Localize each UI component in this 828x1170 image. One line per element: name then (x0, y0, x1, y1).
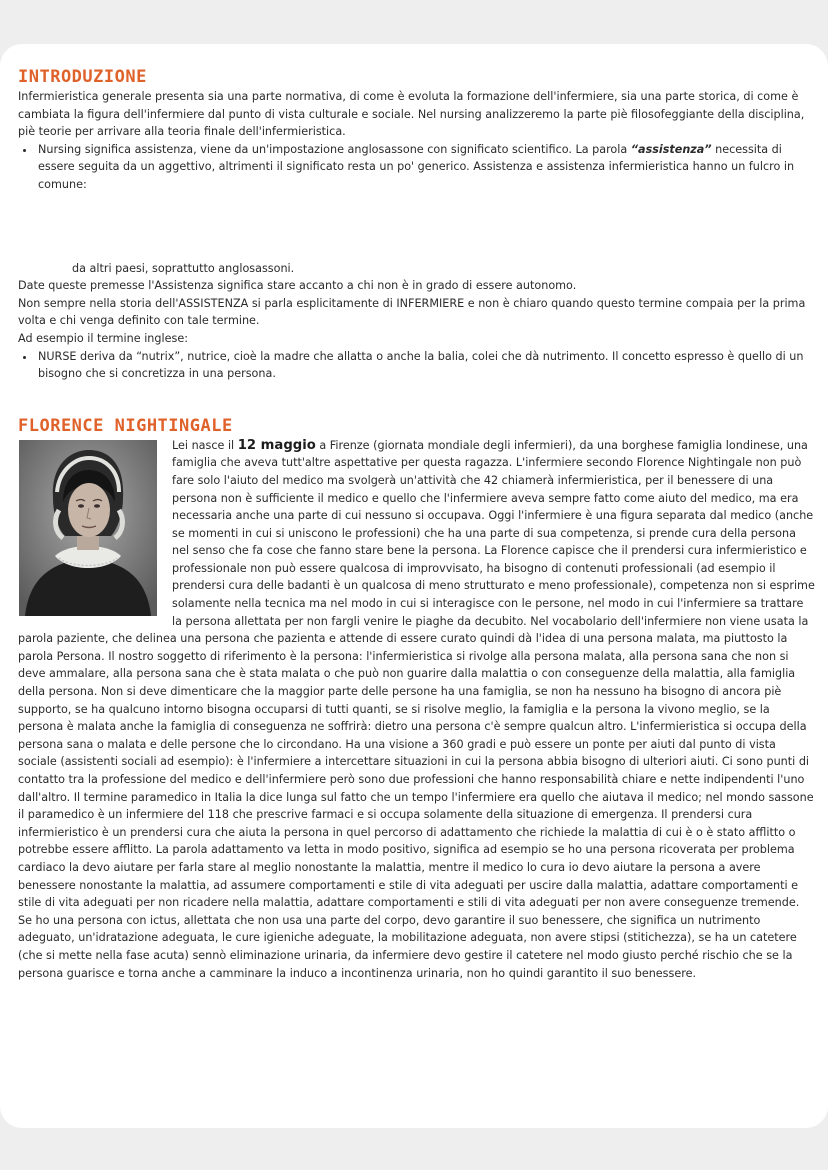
english-term-intro: Ad esempio il termine inglese: (18, 331, 188, 345)
florence-portrait-image (19, 440, 157, 616)
section-gap (18, 383, 816, 415)
florence-paragraph (18, 437, 816, 982)
florence-heading: FLORENCE NIGHTINGALE (18, 415, 233, 436)
nursing-bullet-text-start: Nursing significa assistenza, viene da un'impostazione anglosassone con significato scientifico. La parola (38, 142, 631, 156)
intro-bullet-list (18, 141, 816, 194)
assistance-definition: Date queste premesse l'Assistenza significa stare accanto a chi non è in grado di essere autonomo. (18, 279, 577, 293)
florence-text-start: Lei nasce il (172, 438, 238, 452)
intro-paragraph: Infermieristica generale presenta sia una parte normativa, di come è evoluta la formazione dell'infermiere, sia una parte storica, di come è cambiata la figura dell'infermiere dal punto di vista culturale e sociale. Nel nursing analizzeremo la parte piè filosofeggiante della disciplina, piè teorie per arrivare alla teoria finale dell'infermieristica. (18, 90, 805, 139)
intro-heading: INTRODUZIONE (18, 67, 147, 87)
other-countries-line: da altri paesi, soprattutto anglosassoni. (72, 261, 295, 275)
birth-date: 12 maggio (237, 437, 316, 453)
nursing-bullet (36, 141, 816, 194)
florence-text-end: a Firenze (giornata mondiale degli infermieri), da una borghese famiglia londinese, una famiglia che aveva tutt'altre aspettative per questa ragazza. L'infermiere secondo Florence Nightingale non può fare solo l'aiuto del medico ma svolgerà un'attività che 42 chiamerà infermieristica, per il benessere di una persona non è sufficiente il medico e quello che l'infermiere aveva sempre fatto come aiuto del medico, ma era necessaria anche una parte di cui nessuno si occupava. Oggi l'infermiere è una figura separata dal medico (anche se momenti in cui si uniscono le professioni) che ha una parte di sua competenza, si prende cura della persona nel senso che fa cose che fanno stare bene la persona. La Florence capisce che il prendersi cura infermieristico e professionale non può essere qualcosa di improvvisato, ha bisogno di contenuti professionali (ad esempio il prendersi cura delle badanti è un qualcosa di meno strutturato e meno professionale), competenza non si esprime solamente nella tecnica ma nel modo in cui si interagisce con le persone, nel modo in cui l'infermiere sa trattare la persona allettata per non fargli venire le piaghe da decubito. Nel vocabolario dell'infermiere non viene usata la parola paziente, che delinea una persona che pazienta e attende di essere curato quindi dà l'idea di una persona malata, ma piuttosto la parola Persona. Il nostro soggetto di riferimento è la persona: l'infermieristica si rivolge alla persona malata, alla persona sana che non si deve ammalare, alla persona sana che è stata malata o che può non guarire dalla malattia o con conseguenze della malattia, alla famiglia della persona. Non si deve dimenticare che la maggior parte delle persone ha una famiglia, se non ha nessuno ha bisogno di ancora piè supporto, se ha qualcuno intorno bisogna occuparsi di tutti quanti, se si risolve meglio, la famiglia e la persona la vivono meglio, se la persona è malata anche la famiglia di conseguenza ne soffrirà: dietro una persona c'è sempre qualcun altro. L'infermieristica si occupa della persona sana o malata e delle persone che lo circondano. Ha una visione a 360 gradi e può essere un ponte per aiuti dal punto di vista sociale (assistenti sociali ad esempio): è l'infermiere a intercettare situazioni in cui la persona abbia bisogno di ulteriori aiuti. Ci sono punti di contatto tra la professione del medico e dell'infermiere però sono due professioni che hanno responsabilità chiare e nette indipendenti l'uno dall'altro. Il termine paramedico in Italia la dice lunga sul fatto che un tempo l'infermiere era quello che aiutava il medico; nel mondo sassone il paramedico è un infermiere del 118 che prescrive farmaci e si occupa solamente della situazione di emergenza. Il prendersi cura infermieristico è un prendersi cura che aiuta la persona in quel percorso di adattamento che richiede la malattia di cui è o è stato afflitto o potrebbe essere afflitto. La parola adattamento va letta in modo positivo, significa ad esempio se ho una persona ricoverata per problema cardiaco la devo aiutare per farla stare al meglio nonostante la malattia, mentre il medico lo cura io devo aiutare la persona a avere benessere nonostante la malattia, ad assumere comportamenti e stile di vita adeguati per uscire dalla malattia, adattare comportamenti e stile di vita adeguati per non ricadere nella malattia, adattare comportamenti e stili di vita adeguati per non avere conseguenze tremende. Se ho una persona con ictus, allettata che non usa una parte del corpo, devo garantire il suo benessere, che significa un nutrimento adeguato, un'idratazione adeguata, le cure igieniche adeguate, la mobilitazione adeguata, non avere stipsi (stitichezza), se ha un catetere (che si mette nella fase acuta) sennò eliminazione urinaria, da infermiere devo gestire il catetere nel modo giusto perché rischio che se la persona guarisce e torna anche a camminare la induco a incontinenza urinaria, non ho quindi garantito il suo benessere. (18, 438, 815, 980)
blank-space (18, 194, 816, 260)
nursing-bullet-text-end: necessita di essere seguita da un aggettivo, altrimenti il significato resta un po' generico. Assistenza e assistenza infermieristica hanno un fulcro in comune: (38, 142, 795, 191)
document-content (18, 66, 816, 982)
nurse-bullet-list (18, 348, 816, 383)
document-page (0, 44, 828, 1128)
nurse-term-history: Non sempre nella storia dell'ASSISTENZA si parla esplicitamente di INFERMIERE e non è chiaro quando questo termine compaia per la prima volta e chi venga definito con tale termine. (18, 296, 806, 328)
assistenza-term: “assistenza” (630, 142, 712, 156)
nurse-bullet: • NURSE deriva da “nutrix”, nutrice, cioè la madre che allatta o anche la balia, colei che dà nutrimento. Il concetto espresso è quello di un bisogno che si concretizza in una persona. (36, 348, 816, 383)
